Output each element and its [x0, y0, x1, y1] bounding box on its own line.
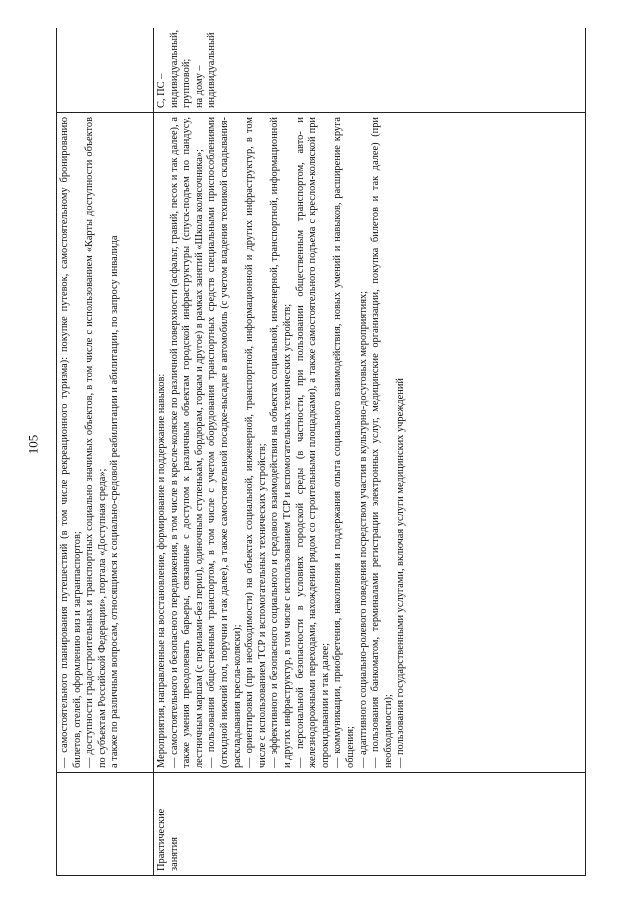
content-line: — адаптивного социально-ролевого поведения посредством участия в культурно-досуговых мероприятиях;	[357, 290, 369, 768]
content-line: — персональной безопасности в условиях городской среды (в частности, при пользовании общественным транспортом, авто- и железнодорожными переходами, нахождении рядом со строительными площадками), а также самостоятельного подъема с креслом-коляской при опрокидывании и так далее;	[294, 117, 331, 768]
page-number: 105	[25, 434, 41, 455]
row2-type-cell: Практические занятия	[154, 773, 586, 876]
content-line: а также по различным вопросам, относящимся к социально-средовой реабилитации и абилитации, по запросу инвалида	[109, 235, 121, 768]
row2-content-cell	[154, 113, 586, 773]
table-row	[154, 28, 586, 876]
form-line: на дому –	[193, 65, 205, 108]
rehabilitation-measures-table	[56, 28, 586, 876]
form-line: групповой;	[181, 58, 193, 108]
content-line: — коммуникации, приобретения, накопления и поддержания опыта социального взаимодействия, новых умений и навыков, расширение круга общения;	[332, 117, 356, 768]
content-line: — пользования общественным транспортом, в том числе с учетом оборудования транспортных средств специальными приспособлениями (откидной нижний пол, поручни и так далее), а также самостоятельной посадке-высадке в автомобиль (с учетом владения техникой складывания-раскладывания кресла-коляски);	[206, 117, 243, 768]
content-line: — эффективного и безопасного социального и средового взаимодействия на объектах социальной, инженерной, транспортной, информационной и других инфраструктур, в том числе с использованием ТСР и вспомогательных технических устройств;	[269, 117, 293, 768]
form-line: индивидуальный	[206, 32, 218, 108]
content-line: Мероприятия, направленные на восстановление, формирование и поддержание навыков:	[156, 373, 167, 768]
rotated-table-container	[56, 28, 586, 876]
content-line: — пользования государственными услугами, включая услуги медицинских учреждений	[395, 378, 407, 768]
row2-form-cell	[154, 28, 586, 113]
content-line: — пользования банкоматом, терминалами регистрации электронных услуг, медицинские организации, покупка билетов и так далее) (при необходимости);	[370, 117, 394, 768]
content-line: — самостоятельного и безопасного передвижения, в том числе в кресле-коляске по различной поверхности (асфальт, гравий, песок и так далее), а также умения преодолевать барьеры, связанные с доступом к различным объектам городской инфраструктуры (спуск-подъем по пандусу, лестничным маршам (с перилами-без перил), одиночным ступенькам, бордюрам, горкам и другое) в рамках занятий «Школа колясочника»;	[168, 117, 205, 768]
content-line: — самостоятельного планирования путешествий (в том числе рекреационного туризма): покупке путевок, самостоятельному бронированию билетов, отелей, оформлению виз и загранпаспортов;	[59, 117, 83, 768]
form-line: индивидуальный,	[168, 29, 180, 108]
content-line: — доступности градостроительных и транспортных социально значимых объектов, в том числе с использованием «Карты доступности объектов по субъектам Российской Федерации», портала «Доступная среда»;	[84, 117, 108, 768]
document-table-frame	[56, 28, 586, 876]
row1-form-cell	[57, 28, 154, 113]
row1-content-cell	[57, 113, 154, 773]
table-row	[57, 28, 154, 876]
row1-type-cell	[57, 773, 154, 876]
form-line: С, ПС –	[156, 73, 167, 108]
content-line: — ориентировки (при необходимости) на объектах социальной, инженерной, транспортной, информационной и других инфраструктур, в том числе с использованием ТСР и вспомогательных технических устройств;	[244, 117, 268, 768]
